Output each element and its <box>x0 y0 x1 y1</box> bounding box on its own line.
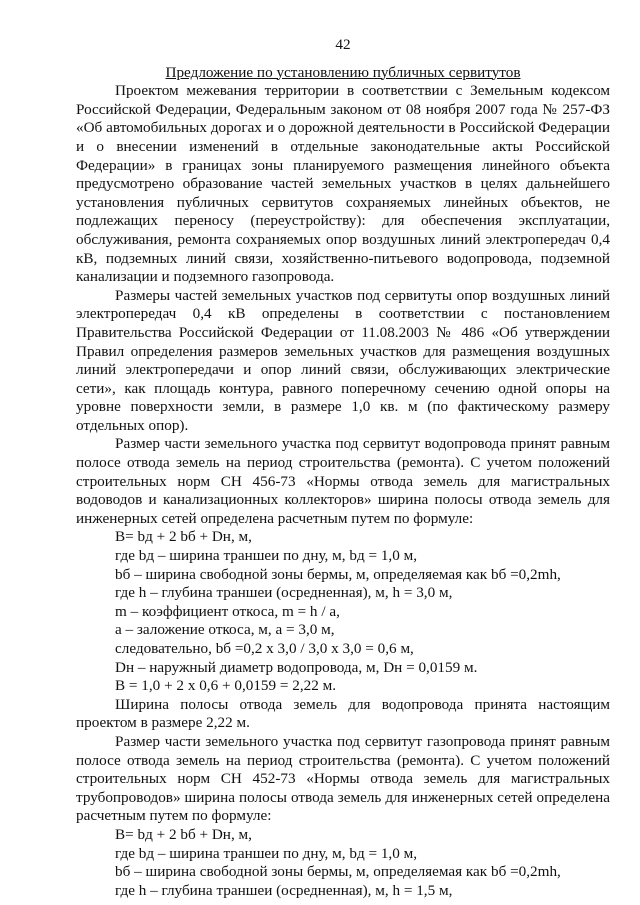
formula-line: Dн – наружный диаметр водопровода, м, Dн = 0,0159 м. <box>115 658 478 676</box>
formula-block-water <box>76 528 610 695</box>
page-number: 42 <box>335 36 351 53</box>
formula-line: где bд – ширина траншеи по дну, м, bд = 1,0 м, <box>115 547 418 565</box>
document-page <box>76 36 610 900</box>
formula-result: B = 1,0 + 2 х 0,6 + 0,0159 = 2,22 м. <box>115 677 337 695</box>
paragraph-water-servitude: Размер части земельного участка под сервитут водопровода принят равным полосе отвода земель на период строительства (ремонта). С учетом положений строительных норм СН 456-73 «Нормы отвода земель для магистральных водоводов и канализационных коллекторов» ширина полосы отвода земель для инженерных сетей определена расчетным путем по формуле: <box>76 435 610 527</box>
paragraph-intro: Проектом межевания территории в соответствии с Земельным кодексом Российской Федерации, Федеральным законом от 08 ноября 2007 года № 257-ФЗ «Об автомобильных дорогах и о дорожной деятельности в Российской Федерации и о внесении изменений в отдельные законодательные акты Российской Федерации» в границах зоны планируемого размещения линейного объекта предусмотрено образование частей земельных участков в целях дальнейшего установления публичных сервитутов сохраняемых линейных объектов, не подлежащих переносу (переустройству): для обеспечения эксплуатации, обслуживания, ремонта сохраняемых опор воздушных линий электропередач 0,4 кВ, подземных линий связи, хозяйственно-питьевого водопровода, подземной канализации и подземного газопровода. <box>76 82 610 286</box>
formula-line: m – коэффициент откоса, m = h / a, <box>115 602 340 620</box>
formula-line: B= bд + 2 bб + Dн, м, <box>115 825 252 843</box>
section-title: Предложение по установлению публичных сервитутов <box>165 63 521 81</box>
formula-line: где h – глубина траншеи (осредненная), м, h = 3,0 м, <box>115 584 453 602</box>
formula-line: B= bд + 2 bб + Dн, м, <box>115 528 252 546</box>
formula-line: bб – ширина свободной зоны бермы, м, определяемая как bб =0,2mh, <box>115 565 561 583</box>
formula-line: где bд – ширина траншеи по дну, м, bд = 1,0 м, <box>115 844 418 862</box>
formula-block-gas <box>76 826 610 900</box>
formula-line: следовательно, bб =0,2 х 3,0 / 3,0 х 3,0 = 0,6 м, <box>115 640 414 657</box>
paragraph-power-line-servitude: Размеры частей земельных участков под сервитуты опор воздушных линий электропередач 0,4 кВ определены в соответствии с постановлением Правительства Российской Федерации от 11.08.2003 № 486 «Об утверждении Правил определения размеров земельных участков для размещения воздушных линий электропередачи и опор линий связи, обслуживающих электрические сети», как площадь контура, равного поперечному сечению одной опоры на уровне поверхности земли, в размере 1,0 кв. м (по фактическому размеру отдельных опор). <box>76 286 610 434</box>
paragraph-water-width: Ширина полосы отвода земель для водопровода принята настоящим проектом в размере 2,22 м. <box>76 695 610 732</box>
paragraph-gas-servitude: Размер части земельного участка под сервитут газопровода принят равным полосе отвода земель на период строительства (ремонта). С учетом положений строительных норм СН 452-73 «Нормы отвода земель для магистральных трубопроводов» ширина полосы отвода земель для инженерных сетей определена расчетным путем по формуле: <box>76 732 610 825</box>
formula-line: bб – ширина свободной зоны бермы, м, определяемая как bб =0,2mh, <box>115 863 561 881</box>
formula-line: а – заложение откоса, м, а = 3,0 м, <box>115 621 335 639</box>
formula-line: где h – глубина траншеи (осредненная), м, h = 1,5 м, <box>115 881 453 899</box>
